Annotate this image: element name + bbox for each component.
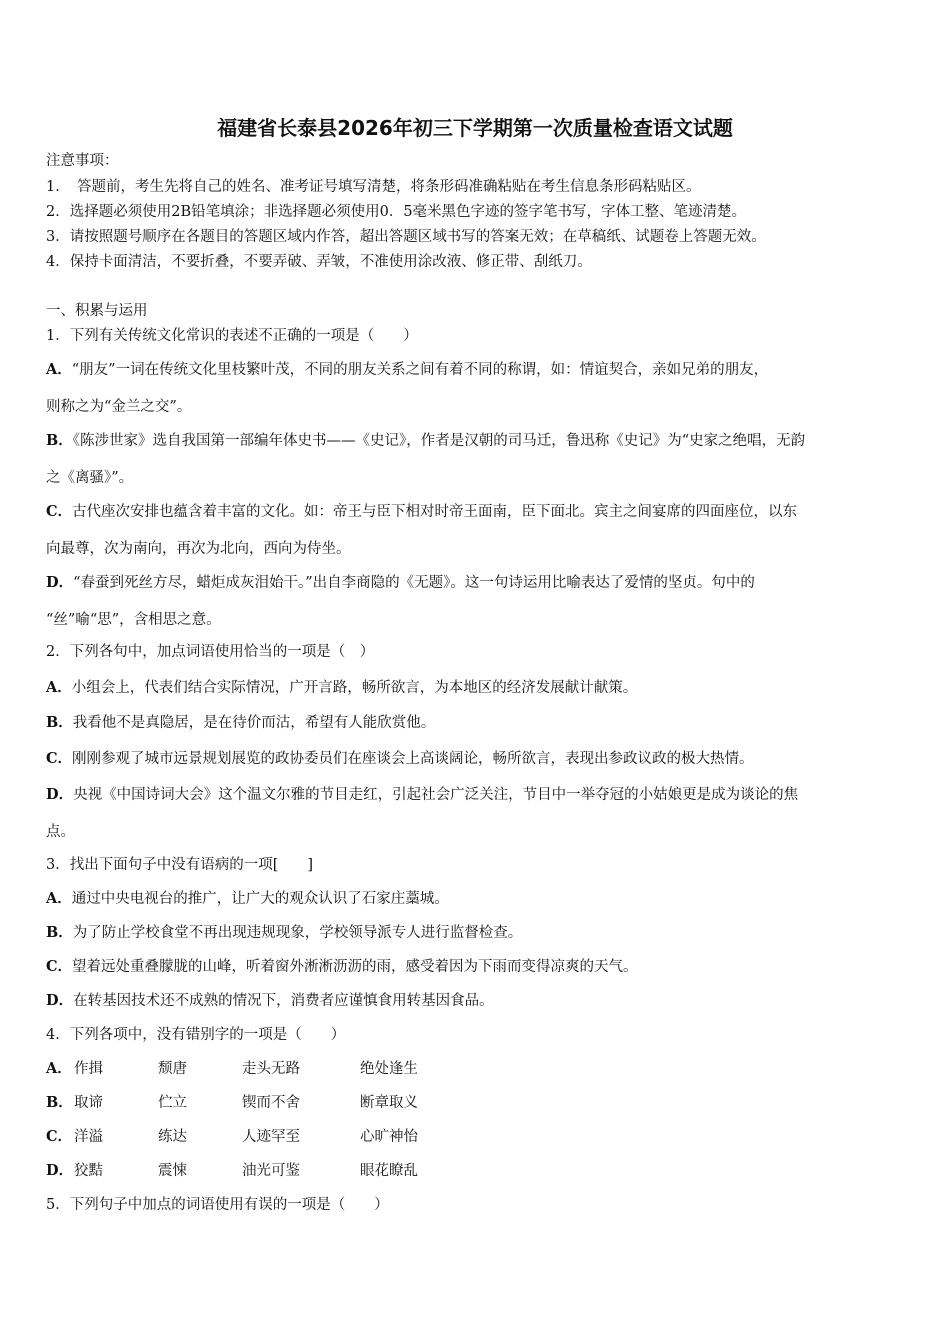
q4-word: 狡黠: [74, 1163, 103, 1179]
q4-word: 油光可鉴: [242, 1163, 300, 1179]
q4-word: 练达: [158, 1129, 187, 1145]
q4-word: 断章取义: [360, 1095, 418, 1111]
q4-word: 走头无路: [242, 1061, 300, 1077]
notice-item-2: 2．选择题必须使用2B铅笔填涂；非选择题必须使用0．5毫米黑色字迹的签字笔书写，字体工整、笔迹清楚。: [46, 204, 747, 220]
notice-heading: 注意事项：: [46, 153, 119, 169]
q2-option-c: C．刚刚参观了城市远景规划展览的政协委员们在座谈会上高谈阔论，畅所欲言，表现出参政议政的极大热情。: [46, 750, 754, 767]
q2-option-b: B．我看他不是真隐居，是在待价而沽，希望有人能欣赏他。: [46, 714, 436, 731]
q4-word: 洋溢: [74, 1129, 103, 1145]
q4-word: 人迹罕至: [242, 1129, 300, 1145]
q4-row-label: B．: [46, 1094, 73, 1111]
q4-word: 锲而不舍: [242, 1095, 300, 1111]
notice-item-1: 1． 答题前，考生先将自己的姓名、准考证号填写清楚，将条形码准确粘贴在考生信息条形码粘贴区。: [46, 179, 701, 195]
q4-stem: 4．下列各项中，没有错别字的一项是（ ）: [46, 1027, 346, 1043]
section-heading: 一、积累与运用: [46, 303, 148, 319]
q4-word: 眼花瞭乱: [360, 1163, 418, 1179]
q3-option-c: C．望着远处重叠朦胧的山峰，听着窗外淅淅沥沥的雨，感受着因为下雨而变得凉爽的天气。: [46, 958, 638, 975]
q1-stem: 1．下列有关传统文化常识的表述不正确的一项是（ ）: [46, 328, 418, 344]
q3-option-a: A．通过中央电视台的推广，让广大的观众认识了石家庄藁城。: [46, 890, 449, 907]
q4-word: 绝处逢生: [360, 1061, 418, 1077]
q1-option-b-line2: 之《离骚》”。: [46, 470, 134, 486]
q4-word: 震悚: [158, 1163, 187, 1179]
q4-row-label: C．: [46, 1128, 73, 1145]
q4-word: 取谛: [74, 1095, 103, 1111]
q4-word: 心旷神怡: [360, 1129, 418, 1145]
q3-option-b: B．为了防止学校食堂不再出现违规现象，学校领导派专人进行监督检查。: [46, 924, 523, 941]
q1-option-c-line2: 向最尊，次为南向，再次为北向，西向为侍坐。: [46, 541, 351, 557]
q4-word: 颓唐: [158, 1061, 187, 1077]
q1-option-c-line1: C．古代座次安排也蕴含着丰富的文化。如：帝王与臣下相对时帝王面南，臣下面北。宾主之间宴席的四面座位，以东: [46, 503, 798, 520]
q3-option-d: D．在转基因技术还不成熟的情况下，消费者应谨慎食用转基因食品。: [46, 992, 494, 1009]
q1-option-d-line2: “丝”喻“思”，含相思之意。: [46, 612, 221, 628]
q5-stem: 5．下列句子中加点的词语使用有误的一项是（ ）: [46, 1197, 389, 1213]
q4-row-label: D．: [46, 1162, 74, 1179]
notice-item-4: 4．保持卡面清洁，不要折叠，不要弄破、弄皱，不准使用涂改液、修正带、刮纸刀。: [46, 254, 592, 270]
page-title: 福建省长泰县2026年初三下学期第一次质量检查语文试题: [217, 116, 733, 140]
q4-word: 伫立: [158, 1095, 187, 1111]
q1-option-a-line1: A．“朋友”一词在传统文化里枝繁叶茂，不同的朋友关系之间有着不同的称谓，如：情谊契合，亲如兄弟的朋友，: [46, 361, 769, 378]
q2-stem: 2．下列各句中，加点词语使用恰当的一项是（ ）: [46, 644, 375, 660]
q4-word: 作揖: [74, 1061, 103, 1077]
q4-row-label: A．: [46, 1060, 72, 1077]
q2-option-a: A．小组会上，代表们结合实际情况，广开言路，畅所欲言，为本地区的经济发展献计献策。: [46, 679, 638, 696]
q1-option-a-line2: 则称之为“金兰之交”。: [46, 399, 192, 415]
q2-option-d-line2: 点。: [46, 824, 75, 840]
q2-option-d-line1: D．央视《中国诗词大会》这个温文尔雅的节目走红，引起社会广泛关注，节目中一举夺冠的小姑娘更是成为谈论的焦: [46, 786, 799, 803]
notice-item-3: 3．请按照题号顺序在各题目的答题区域内作答，超出答题区域书写的答案无效；在草稿纸、试题卷上答题无效。: [46, 229, 766, 245]
q1-option-b-line1: B．《陈涉世家》选自我国第一部编年体史书——《史记》，作者是汉朝的司马迁，鲁迅称《史记》为“史家之绝唱，无韵: [46, 432, 806, 449]
q1-option-d-line1: D．“春蚕到死丝方尽，蜡炬成灰泪始干。”出自李商隐的《无题》。这一句诗运用比喻表达了爱情的坚贞。句中的: [46, 574, 755, 591]
q3-stem: 3．找出下面句子中没有语病的一项[ ]: [46, 857, 314, 873]
